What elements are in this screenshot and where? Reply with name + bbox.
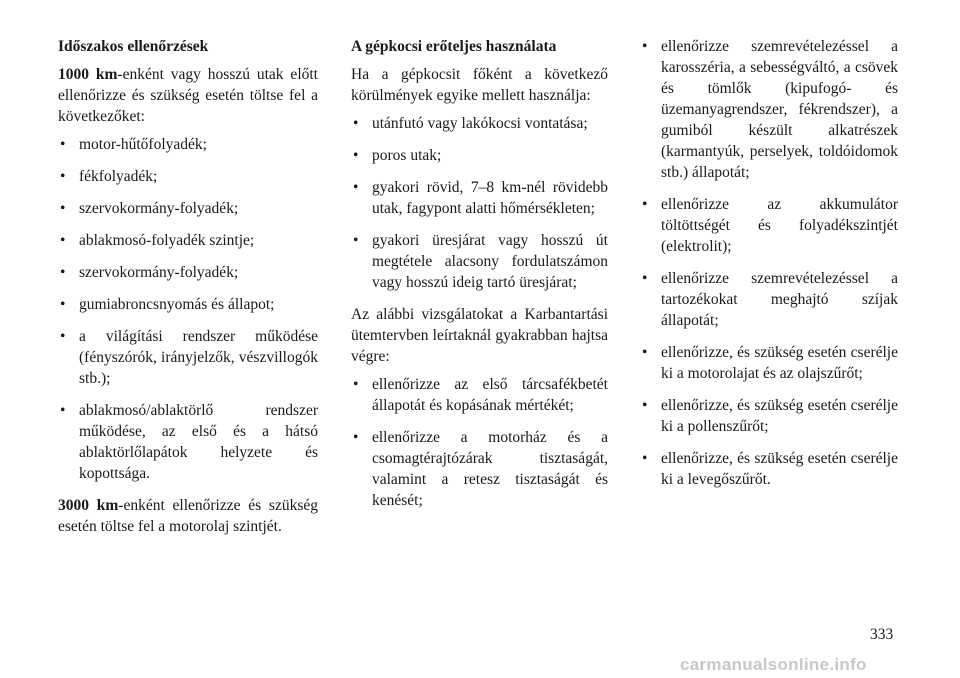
list-conditions — [351, 113, 608, 293]
distance-3000km: 3000 km — [58, 497, 119, 514]
list-periodic-checks — [58, 134, 318, 484]
list-item: • motor-hűtőfolyadék; — [58, 134, 318, 155]
list-item: • ellenőrizze, és szükség esetén cserélje ki a pollenszűrőt; — [640, 395, 898, 437]
list-item: • ellenőrizze szemrevételezéssel a karosszéria, a sebességváltó, a csövek és tömlők (kipufogó- és üzemanyagrendszer, fékrendszer), a gumiból készült alkatrészek (karmantyúk, perselyek, toldóidomok stb.) állapotát; — [640, 36, 898, 183]
list-item: • ablakmosó-folyadék szintje; — [58, 230, 318, 251]
list-item: • poros utak; — [351, 145, 608, 166]
column-left — [58, 36, 318, 544]
list-item: • gyakori üresjárat vagy hosszú út megtétele alacsony fordulatszámon vagy hosszú ideig tartó üresjárat; — [351, 230, 608, 293]
list-item: • ellenőrizze, és szükség esetén cserélje ki a levegőszűrőt. — [640, 448, 898, 490]
column-middle — [351, 36, 608, 522]
watermark: carmanualsonline.info — [680, 655, 867, 674]
page-number: 333 — [870, 626, 894, 643]
list-item: • ellenőrizze, és szükség esetén cserélje ki a motorolajat és az olajszűrőt; — [640, 342, 898, 384]
section-heading-periodic-checks: Időszakos ellenőrzések — [58, 38, 209, 55]
distance-1000km: 1000 km — [58, 66, 118, 83]
list-item: • szervokormány-folyadék; — [58, 262, 318, 283]
list-inspections — [351, 374, 608, 511]
list-item: • ellenőrizze az akkumulátor töltöttségét és folyadékszintjét (elektrolit); — [640, 194, 898, 257]
paragraph-inspections: Az alábbi vizsgálatokat a Karbantartási ütemtervben leírtaknál gyakrabban hajtsa végre: — [351, 306, 608, 365]
paragraph-1000km: 1000 km-enként vagy hosszú utak előtt ellenőrizze és szükség esetén töltse fel a következőket: — [58, 66, 318, 125]
list-item: • gyakori rövid, 7–8 km-nél rövidebb utak, fagypont alatti hőmérsékleten; — [351, 177, 608, 219]
list-inspections-continued — [640, 36, 898, 490]
column-right — [640, 36, 898, 501]
paragraph-intro: Ha a gépkocsit főként a következő körülmények egyike mellett használja: — [351, 66, 608, 104]
list-item: • gumiabroncsnyomás és állapot; — [58, 294, 318, 315]
list-item: • szervokormány-folyadék; — [58, 198, 318, 219]
list-item: • ellenőrizze szemrevételezéssel a tartozékokat meghajtó szíjak állapotát; — [640, 268, 898, 331]
list-item: • ablakmosó/ablaktörlő rendszer működése, az első és a hátsó ablaktörlőlapátok helyzete és kopottsága. — [58, 400, 318, 484]
list-item: • utánfutó vagy lakókocsi vontatása; — [351, 113, 608, 134]
list-item: • a világítási rendszer működése (fényszórók, irányjelzők, vészvillogók stb.); — [58, 326, 318, 389]
section-heading-heavy-use: A gépkocsi erőteljes használata — [351, 38, 557, 55]
paragraph-3000km: 3000 km-enként ellenőrizze és szükség esetén töltse fel a motorolaj szintjét. — [58, 497, 318, 535]
list-item: • ellenőrizze a motorház és a csomagtérajtózárak tisztaságát, valamint a retesz tisztaságát és kenését; — [351, 427, 608, 511]
list-item: • ellenőrizze az első tárcsafékbetét állapotát és kopásának mértékét; — [351, 374, 608, 416]
list-item: • fékfolyadék; — [58, 166, 318, 187]
